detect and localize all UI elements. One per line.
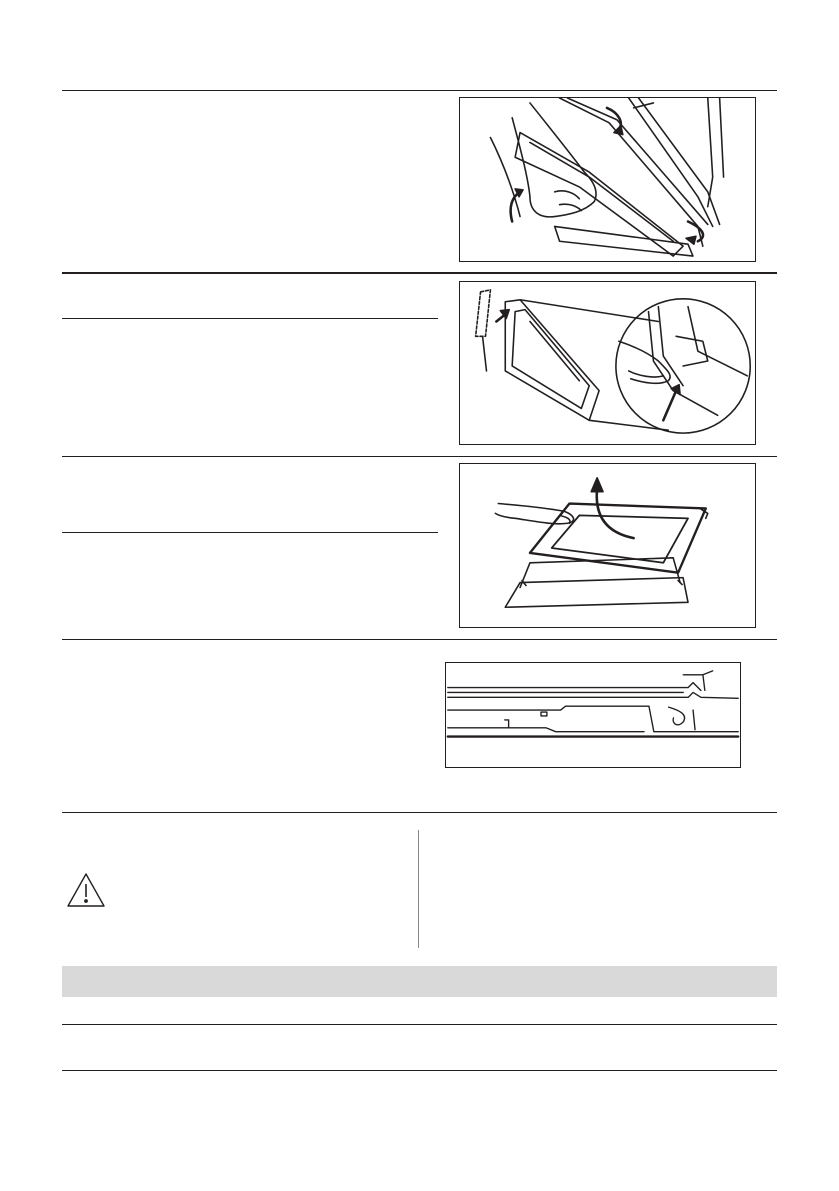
warning-triangle-icon (66, 872, 106, 908)
section-rule-7 (62, 1070, 777, 1071)
door-profile-cross-section-illustration (445, 662, 741, 768)
section-rule-3 (62, 456, 777, 457)
glass-panel-lift-out-illustration (459, 463, 756, 628)
section-rule-2 (62, 272, 777, 274)
section-rule-6 (62, 1024, 777, 1025)
section-header-bar (62, 966, 777, 997)
step-rule-3a (62, 532, 438, 533)
section-rule-1 (62, 90, 777, 91)
step-rule-2a (62, 318, 438, 319)
section-rule-5 (62, 812, 777, 813)
door-glass-removal-step-1-illustration (459, 97, 756, 262)
column-divider (418, 830, 419, 948)
door-trim-release-illustration (459, 281, 756, 445)
section-rule-4 (62, 639, 777, 640)
